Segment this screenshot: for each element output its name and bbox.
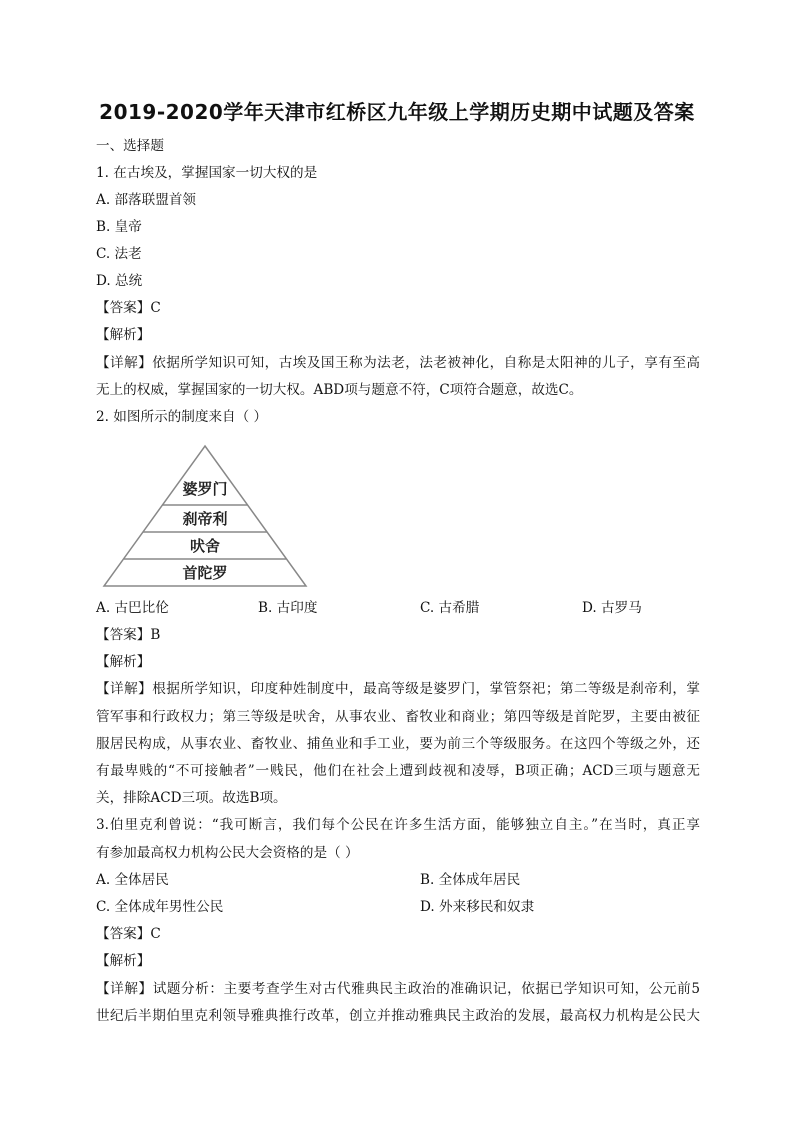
- q3-detail-line: 【详解】试题分析：主要考查学生对古代雅典民主政治的准确识记，依据已学知识可知，公元前5: [96, 981, 700, 997]
- pyramid-tier-kshatriya: 刹帝利: [182, 510, 228, 528]
- q3-option-d: D. 外来移民和奴隶: [420, 899, 535, 915]
- q1-option-b: B. 皇帝: [96, 219, 142, 235]
- q2-option-a: A. 古巴比伦: [96, 600, 169, 616]
- pyramid-tier-vaishya: 吠舍: [189, 537, 221, 555]
- q1-option-d: D. 总统: [96, 273, 143, 289]
- q3-stem-line: 有参加最高权力机构公民大会资格的是（ ）: [96, 845, 359, 861]
- q3-detail-line: 世纪后半期伯里克利领导雅典推行改革，创立并推动雅典民主政治的发展，最高权力机构是公民大: [96, 1008, 700, 1024]
- q1-analysis-label: 【解析】: [96, 327, 151, 343]
- q3-option-b: B. 全体成年居民: [420, 872, 521, 888]
- q3-option-a: A. 全体居民: [96, 872, 169, 888]
- q2-detail-line: 【详解】根据所学知识，印度种姓制度中，最高等级是婆罗门，掌管祭祀；第二等级是刹帝利，掌: [96, 681, 700, 697]
- q2-detail-line: 有最卑贱的“不可接触者”一贱民，他们在社会上遭到歧视和凌辱，B项正确；ACD三项与题意无: [96, 763, 700, 779]
- q3-analysis-label: 【解析】: [96, 953, 151, 969]
- q1-detail-line: 无上的权威，掌握国家的一切大权。ABD项与题意不符，C项符合题意，故选C。: [96, 382, 583, 398]
- q2-stem: 2. 如图所示的制度来自（ ）: [96, 409, 268, 425]
- pyramid-tier-brahmin: 婆罗门: [182, 480, 228, 498]
- q2-answer: 【答案】B: [96, 627, 161, 643]
- q2-detail-line: 管军事和行政权力；第三等级是吠舍，从事农业、畜牧业和商业；第四等级是首陀罗，主要由被征: [96, 709, 700, 725]
- q1-option-a: A. 部落联盟首领: [96, 192, 197, 208]
- q1-stem: 1. 在古埃及，掌握国家一切大权的是: [96, 165, 318, 181]
- q1-detail-line: 【详解】依据所学知识可知，古埃及国王称为法老，法老被神化，自称是太阳神的儿子，享有至高: [96, 355, 700, 371]
- q1-option-c: C. 法老: [96, 246, 142, 262]
- q2-analysis-label: 【解析】: [96, 654, 151, 670]
- q2-detail-line: 服居民构成，从事农业、畜牧业、捕鱼业和手工业，要为前三个等级服务。在这四个等级之外，还: [96, 736, 700, 752]
- q3-stem-line: 3.伯里克利曾说：“我可断言，我们每个公民在许多生活方面，能够独立自主。”在当时，真正享: [96, 817, 700, 833]
- section-heading: 一、选择题: [96, 138, 164, 154]
- q2-detail-line: 关，排除ACD三项。故选B项。: [96, 790, 287, 806]
- q3-option-c: C. 全体成年男性公民: [96, 899, 224, 915]
- q3-answer: 【答案】C: [96, 926, 161, 942]
- pyramid-tier-shudra: 首陀罗: [182, 564, 228, 582]
- caste-pyramid-diagram: [100, 440, 310, 590]
- q2-option-b: B. 古印度: [258, 600, 318, 616]
- q2-option-d: D. 古罗马: [582, 600, 642, 616]
- q2-option-c: C. 古希腊: [420, 600, 480, 616]
- page-title: 2019-2020学年天津市红桥区九年级上学期历史期中试题及答案: [99, 100, 695, 124]
- q1-answer: 【答案】C: [96, 300, 161, 316]
